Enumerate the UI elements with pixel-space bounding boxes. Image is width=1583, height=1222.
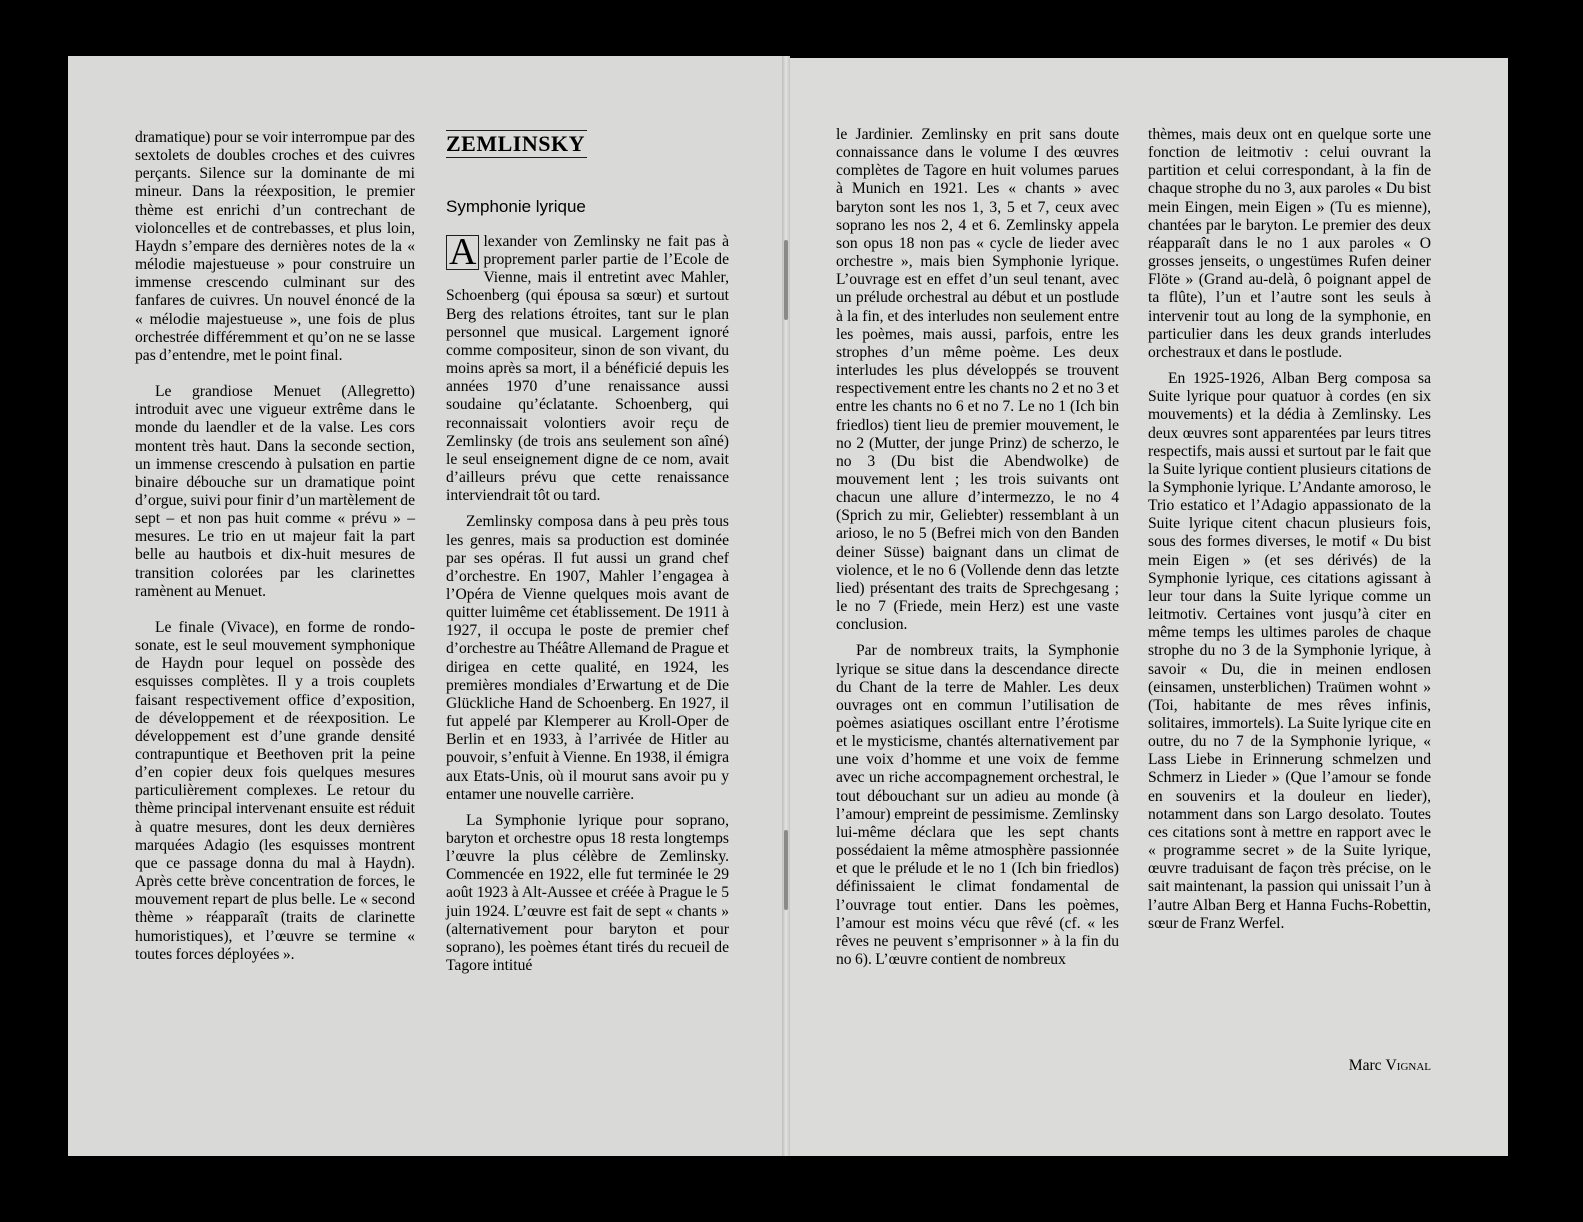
paragraph: Le grandiose Menuet (Allegretto) introduit avec une vigueur extrême dans le monde du laendler et de la valse. Les cors montent très haut. Dans la seconde section, un immense crescendo à pulsation en partie binaire débouche sur un dramatique point d’orgue, suivi pour finir d’un martèlement de sept – et non pas huit comme « prévu » – mesures. Le trio en ut majeur fait la part belle au hautbois et dix-huit mesures de transition colorées par les clarinettes ramènent au Menuet. [135, 383, 415, 600]
paragraph: dramatique) pour se voir interrompue par des sextolets de doubles croches et des cuivres perçants. Silence sur la dominante de mi mineur. Dans la réexposition, le premier thème est enrichi d’un contrechant de violoncelles et de contrebasses, et plus loin, Haydn s’empare des dernières notes de la « mélodie majestueuse » pour construire un immense crescendo culminant sur des fanfares de cuivres. Un nouvel énoncé de la « mélodie majestueuse », une fois de plus orchestrée différemment et qu’on ne se lasse pas d’entendre, met le point final. [135, 129, 415, 364]
intro-paragraph [446, 233, 729, 505]
paragraph: La Symphonie lyrique pour soprano, baryton et orchestre opus 18 resta longtemps l’œuvre la plus célèbre de Zemlinsky. Commencée en 1922, elle fut terminée le 29 août 1923 à Alt-Aussee et créée à Prague le 5 juin 1924. L’œuvre est fait de sept « chants » (alternativement pour baryton et pour soprano), les poèmes étant tirés du recueil de Tagore intitué [446, 811, 729, 975]
author-signature [1280, 1057, 1431, 1075]
article-subtitle: Symphonie lyrique [446, 197, 586, 216]
paragraph: En 1925-1926, Alban Berg composa sa Suite lyrique pour quatuor à cordes (en six mouvements) et la dédia à Zemlinsky. Les deux œuvres sont apparentées par leurs titres respectifs, mais aussi et surtout par le fait que la Suite lyrique contient plusieurs citations de la Symphonie lyrique. L’Andante amoroso, le Trio estatico et l’Adagio appassionato de la Suite lyrique citent chacun plusieurs fois, sous des formes diverses, le motif « Du bist mein Eigen » (et ses dérivés) de la Symphonie lyrique, ces citations agissant à leur tour dans la Suite lyrique comme un leitmotiv. Certaines vont jusqu’à citer en même temps les ultimes paroles de chaque strophe du no 3 de la Symphonie lyrique, à savoir « Du, die in meinen endlosen (einsamen, unsterblichen) Traümen wohnt » (Toi, habitante de mes rêves infinis, solitaires, immortels). La Suite lyrique cite en outre, du no 7 de la Symphonie lyrique, « Lass Liebe in Erinnerung schmelzen und Schmerz in Lieder » (Que l’amour se fonde en souvenirs et la douleur en lieder), notamment dans son Largo desolato. Toutes ces citations sont à mettre en rapport avec le « programme secret » de la Suite lyrique, œuvre traduisant de façon très précise, on le sait maintenant, la passion qui unissait l’un à l’autre Alban Berg et Hanna Fuchs-Robettin, sœur de Franz Werfel. [1148, 370, 1431, 932]
paragraph: thèmes, mais deux ont en quelque sorte une fonction de leitmotiv : celui ouvrant la partition et celui correspondant, à la fin de chaque strophe du no 3, aux paroles « Du bist mein Eingen, mein Eigen » (Tu es mienne), chantées par le baryton. Le premier des deux réapparaît dans le no 1 aux paroles « O grosses jenseits, o ungestümes Rufen deiner Flöte » (Grand au-delà, ô poignant appel de ta flûte), l’un et l’autre sont les seuls à intervenir tout au long de la symphonie, en particulier dans les deux grands interludes orchestraux et dans le postlude. [1148, 126, 1431, 361]
staple-top [784, 240, 788, 320]
article-title: ZEMLINSKY [446, 131, 585, 156]
article-column-2 [836, 126, 1119, 969]
paragraph: Zemlinsky composa dans à peu près tous les genres, mais sa production est dominée par ses opéras. Il fut aussi un grand chef d’orchestre. En 1907, Mahler l’engagea à l’Opéra de Vienne quelques mois avant de quitter luimême cet établissement. De 1911 à 1927, il occupa le poste de premier chef d’orchestre au Théâtre Allemand de Prague et dirigea en cette qualité, en 1924, les premières mondiales d’Erwartung et de Die Glückliche Hand de Schoenberg. En 1927, il fut appelé par Klemperer au Kroll-Oper de Berlin et en 1933, à l’arrivée de Hitler au pouvoir, s’enfuit à Vienne. En 1938, il émigra aux Etats-Unis, où il mourut sans avoir pu y entamer une nouvelle carrière. [446, 513, 729, 803]
paragraph: Par de nombreux traits, la Symphonie lyrique se situe dans la descendance directe du Chant de la terre de Mahler. Les deux ouvrages ont en commun l’utilisation de poèmes asiatiques oscillant entre l’érotisme et le mysticisme, chantés alternativement par une voix d’homme et une voix de femme avec un riche accompagnement orchestral, le tout débouchant sur un adieu au monde (à l’amour) empreint de pessimisme. Zemlinsky lui-même déclara que les sept chants possédaient la même atmosphère passionnée et que le prélude et le no 1 (Ich bin friedlos) définissaient le climat fondamental de l’ouvrage tout entier. Dans les poèmes, l’amour est moins vécu que rêvé (cf. « les rêves ne peuvent s’emprisonner » à la fin du no 6). L’œuvre contient de nombreux [836, 642, 1119, 969]
author-last-name: Vignal [1385, 1057, 1431, 1074]
drop-cap: A [446, 235, 479, 270]
paragraph: Le finale (Vivace), en forme de rondo-sonate, est le seul mouvement symphonique de Haydn pour lequel on possède des esquisses complètes. Il y a trois couplets faisant respectivement office d’exposition, de développement et de réexposition. Le développement est d’une grande densité contrapuntique et Beethoven prit la peine d’en copier deux fois quelques mesures particulièrement complexes. Le retour du thème principal intervenant ensuite est réduit à quatre mesures, dont les deux dernières marquées Adagio (les esquisses montrent que ce passage donna du mal à Haydn). Après cette brève concentration de forces, le mouvement repart de plus belle. Le « second thème » réapparaît (traits de clarinette humoristiques), et l’œuvre se termine « toutes forces déployées ». [135, 618, 415, 963]
book-spine [782, 56, 790, 1156]
left-page-column [135, 129, 415, 964]
paragraph: le Jardinier. Zemlinsky en prit sans doute connaissance dans le volume I des œuvres complètes de Tagore en huit volumes parues à Munich en 1921. Les « chants » avec baryton sont les nos 1, 3, 5 et 7, ceux avec soprano les nos 2, 4 et 6. Zemlinsky appela son opus 18 non pas « cycle de lieder avec orchestre », mais bien Symphonie lyrique. L’ouvrage est en effet d’un seul tenant, avec un prélude orchestral au début et un postlude à la fin, et des interludes non seulement entre les poèmes, mais aussi, parfois, entre les strophes d’un même poème. Les deux interludes les plus développés se trouvent respectivement entre les chants no 2 et no 3 et entre les chants no 6 et no 7. Le no 1 (Ich bin friedlos) tient lieu de premier mouvement, le no 2 (Mutter, der junge Prinz) de scherzo, le no 3 (Du bist die Abendwolke) de mouvement lent ; les trois suivants ont chacun une allure d’intermezzo, le no 4 (Sprich zu mir, Geliebter) ressemblant à un arioso, le no 5 (Befrei mich von den Banden deiner Süsse) baignant dans un climat de violence, et le no 6 (Vollende denn das letzte lied) présentant des traits de Sprechgesang ; le no 7 (Friede, mein Herz) est une vaste conclusion. [836, 126, 1119, 634]
staple-bottom [784, 830, 788, 910]
intro-text: lexander von Zemlinsky ne fait pas à proprement parler partie de l’Ecole de Vienne, mais il entretint avec Mahler, Schoenberg (qui épousa sa sœur) et surtout Berg des relations étroites, tant sur le plan personnel que musical. Largement ignoré comme compositeur, sinon de son vivant, du moins après sa mort, il a bénéficié depuis les années 1970 d’une renaissance aussi soudaine qu’éclatante. Schoenberg, qui reconnaissait volontiers avoir reçu de Zemlinsky (de trois ans seulement son aîné) le seul enseignement digne de ce nom, avait d’ailleurs prévu que cette renaissance interviendrait tôt ou tard. [446, 233, 729, 505]
article-column-1 [446, 233, 729, 975]
article-column-3 [1148, 126, 1431, 933]
author-first-name: Marc [1348, 1057, 1382, 1074]
